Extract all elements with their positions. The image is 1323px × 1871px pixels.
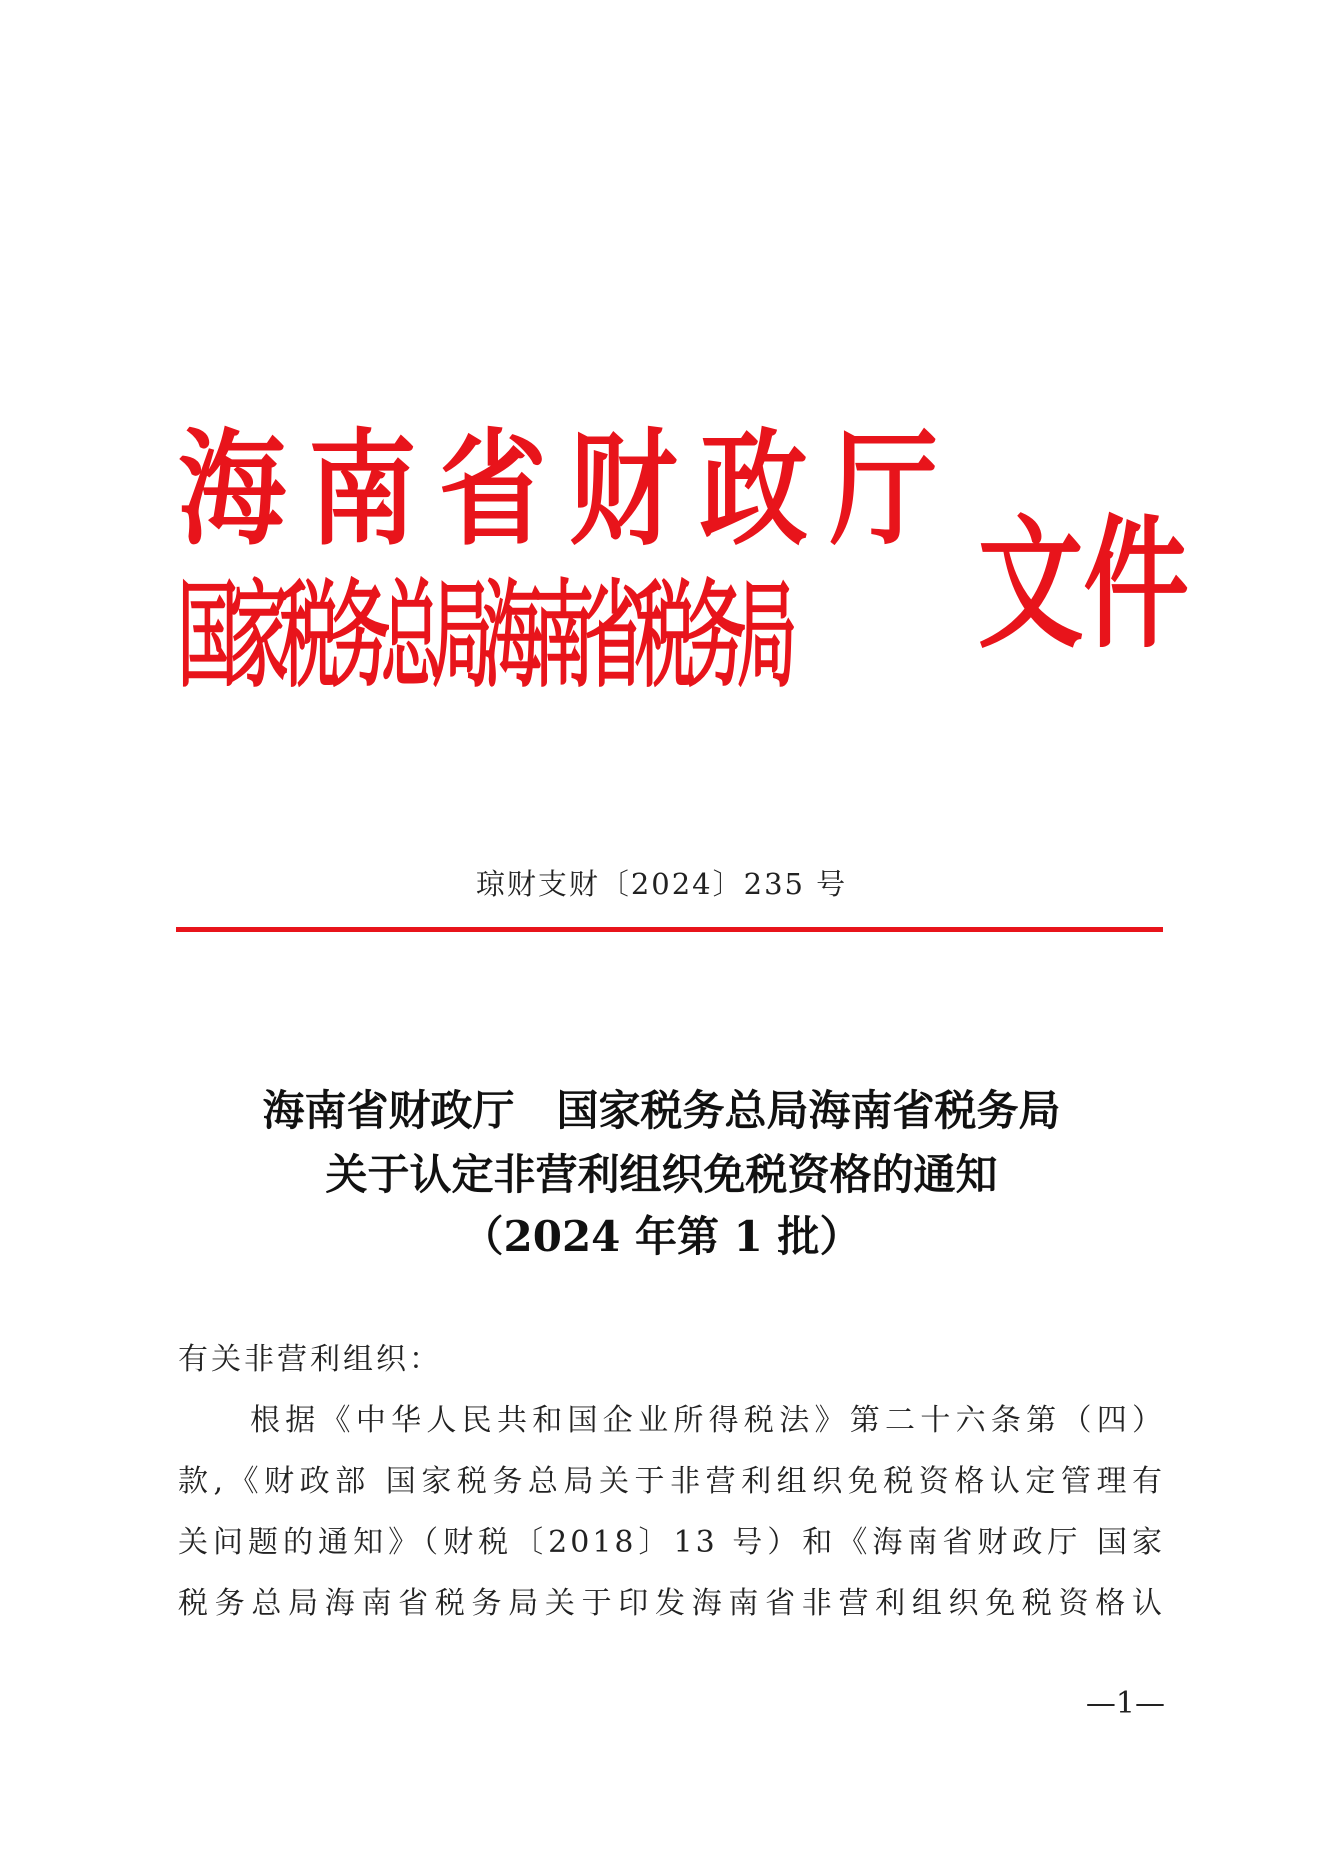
letterhead-char: 省 xyxy=(438,417,547,563)
letterhead-char: 财 xyxy=(569,417,678,563)
letterhead xyxy=(178,417,1189,720)
salutation: 有关非营利组织： xyxy=(178,1342,442,1377)
letterhead-char: 南 xyxy=(308,417,417,563)
red-divider xyxy=(176,927,1163,932)
document-number: 琼财支财〔2024〕235 号 xyxy=(475,867,848,901)
letterhead-suffix: 文件 xyxy=(978,501,1189,669)
letterhead-char: 厅 xyxy=(829,417,938,563)
body-line: 款,《财政部 国家税务总局关于非营利组织免税资格认定管理有 xyxy=(178,1464,1165,1499)
letterhead-char: 海 xyxy=(178,417,287,563)
body-line: 关问题的通知》（财税〔2018〕13 号）和《海南省财政厅 国家 xyxy=(178,1525,1165,1560)
title-line-3: （2024 年第 1 批） xyxy=(461,1212,862,1261)
body-paragraph xyxy=(178,1390,1165,1634)
body-line: 税务总局海南省税务局关于印发海南省非营利组织免税资格认 xyxy=(178,1586,1165,1621)
page-number: —1— xyxy=(1085,1686,1165,1721)
letterhead-line-1 xyxy=(178,417,938,563)
body-line: 根据《中华人民共和国企业所得税法》第二十六条第（四） xyxy=(250,1403,1165,1438)
title-line-2: 关于认定非营利组织免税资格的通知 xyxy=(325,1150,998,1199)
letterhead-char: 政 xyxy=(699,417,808,563)
title-line-1: 海南省财政厅 国家税务总局海南省税务局 xyxy=(262,1086,1061,1135)
letterhead-line-2: 国家税务总局海南省税务局 xyxy=(178,567,789,704)
